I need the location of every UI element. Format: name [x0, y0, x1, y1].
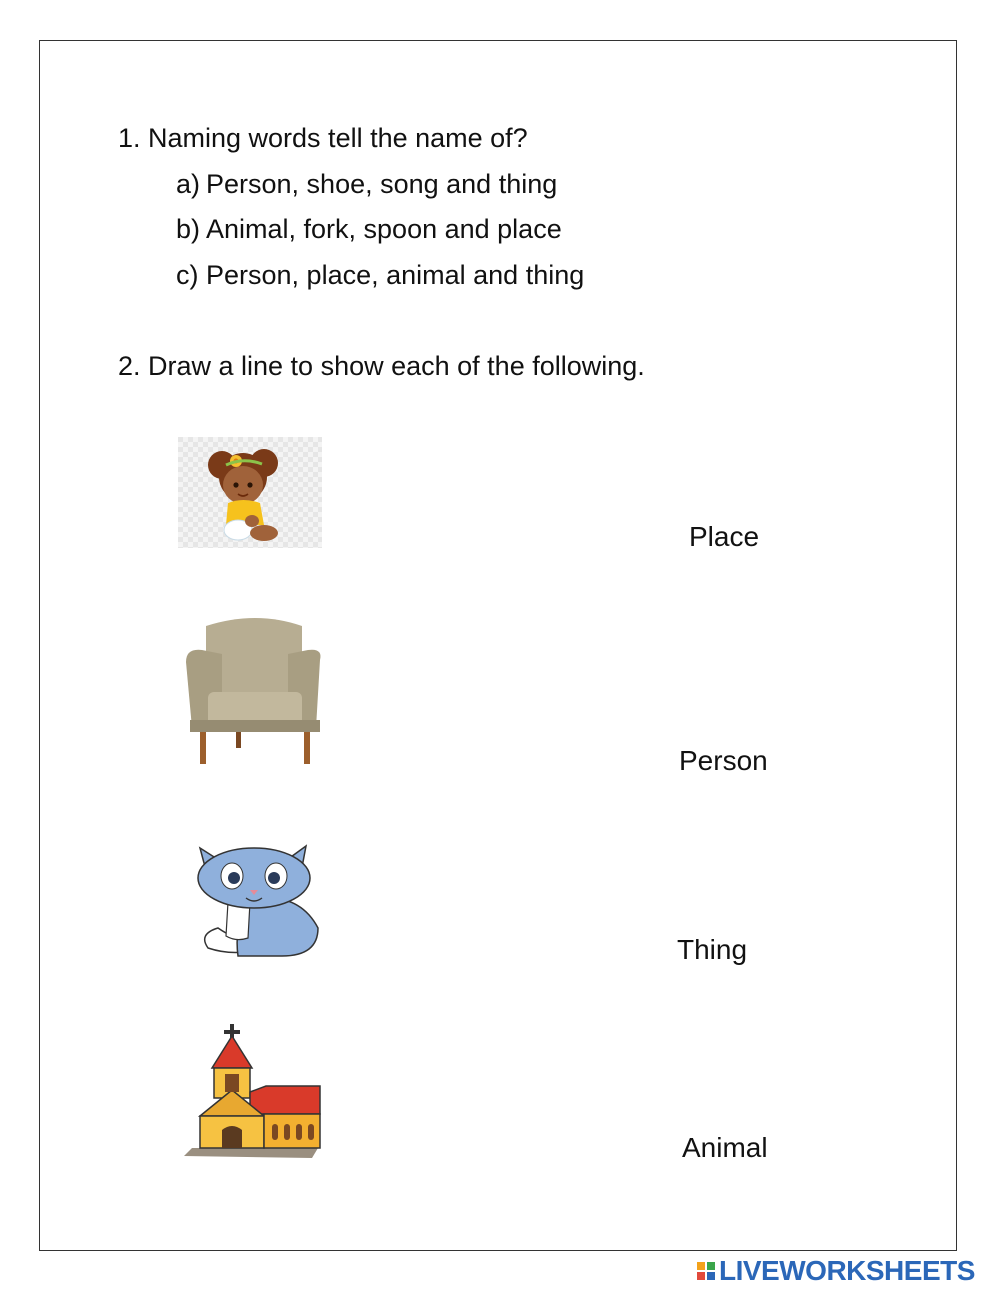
- option-b-letter: b): [176, 214, 201, 244]
- brand-name: LIVEWORKSHEETS: [719, 1255, 975, 1286]
- question-2: [118, 350, 645, 382]
- armchair-illustration: [178, 608, 333, 773]
- option-a-letter: a): [176, 169, 201, 199]
- match-word-4[interactable]: Animal: [682, 1132, 768, 1163]
- question-1: [118, 122, 528, 154]
- question-1-text: Naming words tell the name of?: [148, 123, 528, 153]
- liveworksheets-logo[interactable]: [697, 1255, 975, 1287]
- question-1-option-b[interactable]: [176, 213, 562, 245]
- armchair-image[interactable]: [178, 608, 333, 773]
- option-b-text: Animal, fork, spoon and place: [206, 214, 562, 244]
- church-illustration: [178, 1020, 324, 1165]
- girl-illustration: [178, 437, 322, 548]
- option-c-text: Person, place, animal and thing: [206, 260, 585, 290]
- question-2-number: 2.: [118, 351, 141, 381]
- option-a-text: Person, shoe, song and thing: [206, 169, 558, 199]
- logo-tiles-icon: [697, 1262, 715, 1280]
- option-c-letter: c): [176, 260, 199, 290]
- church-image[interactable]: [178, 1020, 324, 1165]
- question-1-option-a[interactable]: [176, 168, 557, 200]
- cat-image[interactable]: [178, 830, 336, 962]
- match-word-2[interactable]: Person: [679, 745, 768, 776]
- cat-illustration: [178, 830, 336, 962]
- question-1-number: 1.: [118, 123, 141, 153]
- question-1-option-c[interactable]: [176, 259, 584, 291]
- match-word-3[interactable]: Thing: [677, 934, 748, 965]
- question-2-text: Draw a line to show each of the following.: [148, 351, 645, 381]
- girl-image[interactable]: [178, 437, 322, 548]
- match-word-1[interactable]: Place: [689, 521, 760, 552]
